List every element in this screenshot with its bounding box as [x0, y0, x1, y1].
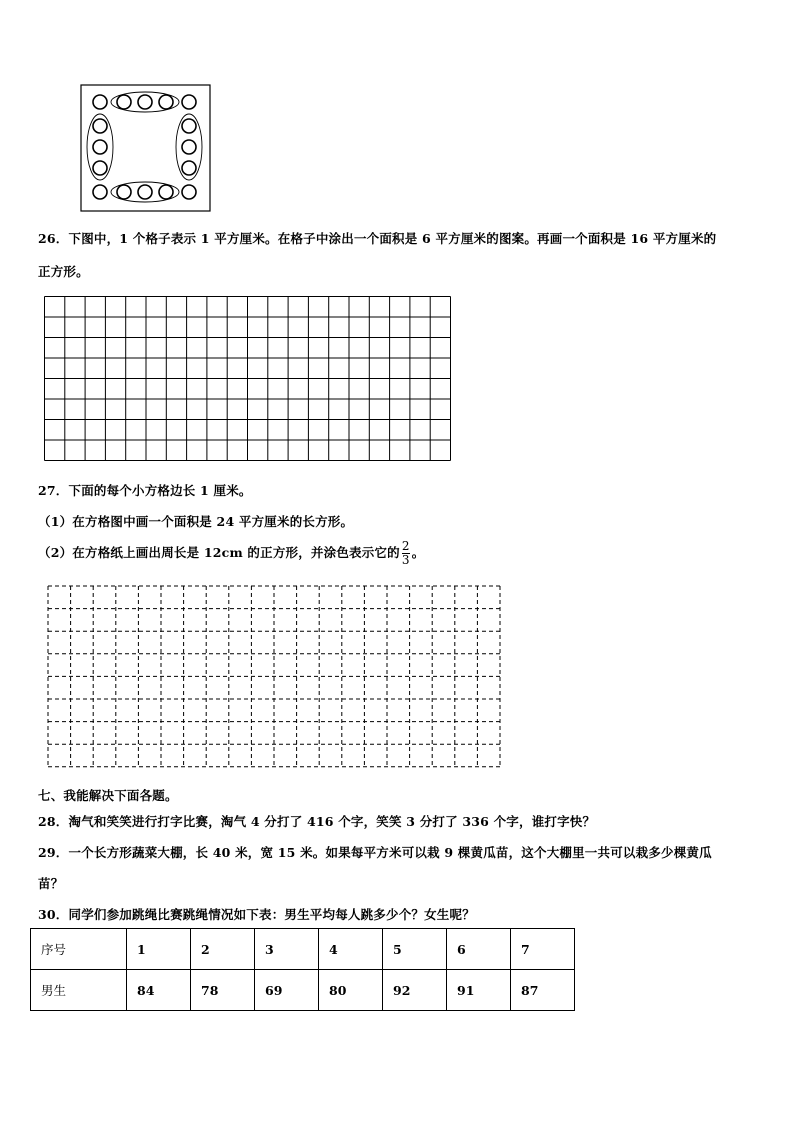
table-header-cell: 5	[383, 929, 447, 970]
fraction-two-thirds	[402, 540, 410, 567]
q28-text: 28．淘气和笑笑进行打字比赛，淘气 4 分打了 416 个字，笑笑 3 分打了 336 个字，谁打字快？	[38, 814, 596, 829]
q27-title: 27．下面的每个小方格边长 1 厘米。	[38, 483, 252, 498]
q26-text-line2: 正方形。	[38, 264, 89, 279]
table-header-cell: 3	[255, 929, 319, 970]
q27-dashed-grid[interactable]	[47, 585, 503, 768]
table-header-cell: 1	[127, 929, 191, 970]
q27-part1: （1）在方格图中画一个面积是 24 平方厘米的长方形。	[38, 514, 354, 529]
table-cell: 80	[319, 970, 383, 1011]
q29-text-line1: 29．一个长方形蔬菜大棚，长 40 米，宽 15 米。如果每平方米可以栽 9 棵黄瓜苗，这个大棚里一共可以栽多少棵黄瓜	[38, 845, 712, 860]
table-header-cell: 4	[319, 929, 383, 970]
table-cell: 87	[511, 970, 575, 1011]
q26-solid-grid[interactable]	[44, 296, 454, 462]
q26-text-line1: 26．下图中，1 个格子表示 1 平方厘米。在格子中涂出一个面积是 6 平方厘米的图案。再画一个面积是 16 平方厘米的	[38, 231, 717, 246]
section-7-heading: 七、我能解决下面各题。	[38, 788, 178, 803]
table-cell: 84	[127, 970, 191, 1011]
table-cell: 91	[447, 970, 511, 1011]
table-cell: 92	[383, 970, 447, 1011]
table-cell: 69	[255, 970, 319, 1011]
table-header-cell: 7	[511, 929, 575, 970]
table-header-cell: 6	[447, 929, 511, 970]
q29-text-line2: 苗？	[38, 876, 64, 891]
table-row-label: 男生	[31, 970, 127, 1011]
q27-part2	[38, 540, 424, 567]
table-row	[31, 970, 575, 1011]
circle-arrangement-figure	[78, 83, 213, 213]
fraction-numerator: 2	[401, 539, 410, 553]
table-header-label: 序号	[31, 929, 127, 970]
table-header-cell: 2	[191, 929, 255, 970]
fraction-denominator: 3	[401, 553, 410, 567]
jump-rope-table	[30, 928, 575, 1011]
q27-part2-text: （2）在方格纸上画出周长是 12cm 的正方形，并涂色表示它的	[38, 545, 400, 560]
q27-part2-end: 。	[411, 545, 425, 560]
table-header-row	[31, 929, 575, 970]
table-cell: 78	[191, 970, 255, 1011]
q30-title: 30．同学们参加跳绳比赛跳绳情况如下表：男生平均每人跳多少个？女生呢？	[38, 907, 475, 922]
